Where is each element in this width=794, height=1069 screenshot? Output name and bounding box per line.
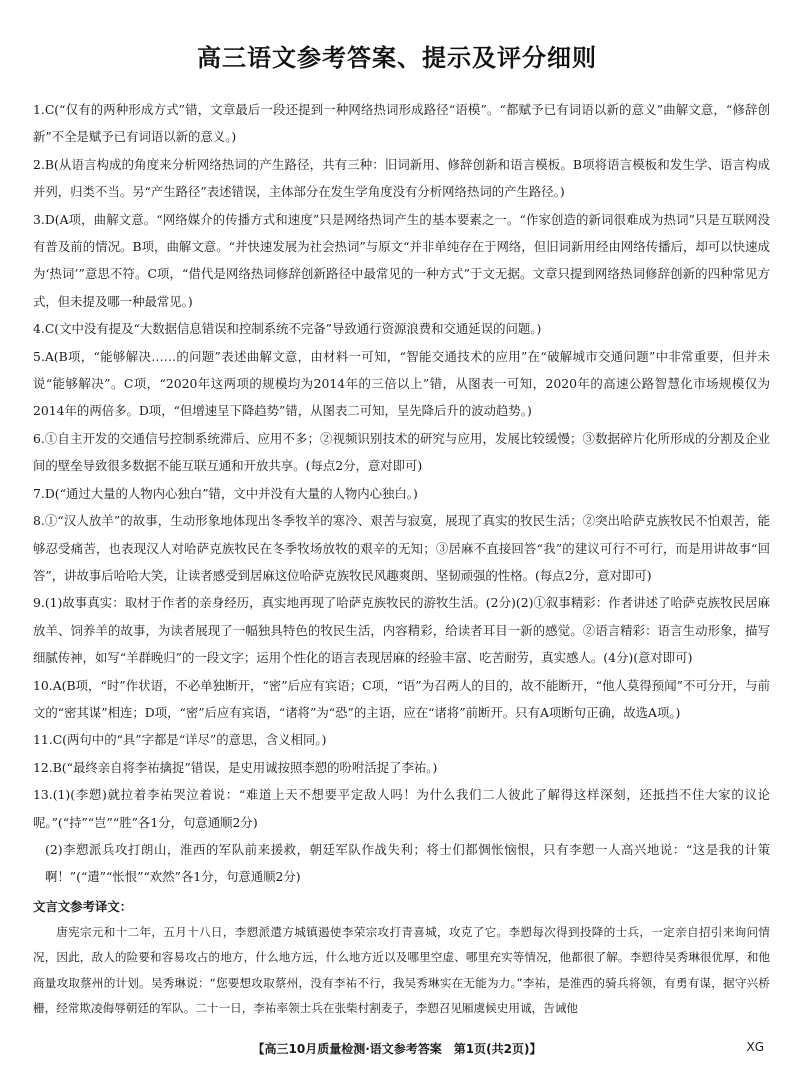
answer-item-2: 2.B(从语言构成的角度来分析网络热词的产生路径，共有三种：旧词新用、修辞创新和语言模板。B项将语言模板和发生学、语言构成并列，归类不当。另“产生路径”表述错误，主体部分在发生学角度没有分析网络热词的产生路径。)	[33, 156, 770, 200]
answer-item-7: 7.D(“通过大量的人物内心独白”错，文中并没有大量的人物内心独白。)	[33, 485, 418, 501]
answer-item-4: 4.C(文中没有提及“大数据信息错误和控制系统不完备”导致通行资源浪费和交通延误的问题。)	[33, 321, 542, 337]
answer-item-5: 5.A(B项，“能够解决……的问题”表述曲解文意，由材料一可知，“智能交通技术的应用”在“破解城市交通问题”中非常重要，但并未说“能够解决”。C项，“2020年这两项的规模均为2014年的三倍以上”错，从图表一可知，2020年的高速公路智慧化市场规模仅为2014年的两倍多。D项，“但增速呈下降趋势”错，从图表二可知，呈先降后升的波动趋势。)	[33, 348, 770, 419]
answer-item-10: 10.A(B项，“时”作状语，不必单独断开，“密”后应有宾语；C项，“语”为召两人的目的，故不能断开，“他人莫得预闻”不可分开，与前文的“密其谋”相连；D项，“密”后应有宾语，“诸将”为“恐”的主语，应在“诸将”前断开。只有A项断句正确，故选A项。)	[33, 677, 770, 720]
footer-page-info: 【高三10月质量检测·语文参考答案 第1页(共2页)】	[252, 1042, 542, 1056]
answer-item-3: 3.D(A项，曲解文意。“网络媒介的传播方式和速度”只是网络热词产生的基本要素之一。“作家创造的新词很难成为热词”只是互联网没有普及前的情况。B项，曲解文意。“并快速发展为社会热词”与原文“并非单纯存在于网络，但旧词新用经由网络传播后，却可以快速成为‘热词’”意思不符。C项，“借代是网络热词修辞创新路径中最常见的一种方式”于文无据。文章只提到网络热词修辞创新的四种常见方式，但未提及哪一种最常见。)	[33, 211, 770, 309]
translation-heading: 文言文参考译文：	[33, 898, 133, 914]
answer-item-1: 1.C(“仅有的两种形成方式”错，文章最后一段还提到一种网络热词形成路径“语模”。“都赋予已有词语以新的意义”曲解文意，“修辞创新”不全是赋予已有词语以新的意义。)	[33, 102, 770, 145]
answer-item-8: 8.①“汉人放羊”的故事，生动形象地体现出冬季牧羊的寒冷、艰苦与寂寞，展现了真实的牧民生活；②突出哈萨克族牧民不怕艰苦，能够忍受痛苦，也表现汉人对哈萨克族牧民在冬季牧场放牧的艰辛的无知；③居麻不直接回答“我”的建议可行不可行，而是用讲故事“回答”，讲故事后哈哈大笑，让读者感受到居麻这位哈萨克族牧民风趣爽朗、坚韧顽强的性格。(每点2分，意对即可)	[33, 513, 770, 583]
answer-item-13-part2: (2)李愬派兵攻打朗山，淮西的军队前来援救，朝廷军队作战失利；将士们都惆怅恼恨，只有李愬一人高兴地说：“这是我的计策啊！”(“遣”“怅恨”“欢然”各1分，句意通顺2分)	[45, 841, 770, 885]
answer-item-6: 6.①自主开发的交通信号控制系统滞后、应用不多；②视频识别技术的研究与应用，发展比较缓慢；③数据碎片化所形成的分割及企业间的壁垒导致很多数据不能互联互通和开放共享。(每点2分，意对即可)	[33, 430, 770, 474]
footer-code: XG	[746, 1040, 764, 1054]
answer-item-13-part1: 13.(1)(李愬)就拉着李祐哭泣着说：“难道上天不想要平定敌人吗！为什么我们二人彼此了解得这样深刻，还抵挡不住大家的议论呢。”(“持”“岂”“胜”各1分，句意通顺2分)	[33, 787, 770, 830]
translation-text: 唐宪宗元和十二年，五月十八日，李愬派遣方城镇遏使李荣宗攻打青喜城，攻克了它。李愬每次得到投降的士兵，一定亲自招引来询问情况，因此，敌人的险要和容易攻占的地方，什么地方远，什么地方近以及哪里空虚、哪里充实等情况，他都很了解。李愬待吴秀琳很优厚，和他商量攻取蔡州的计划。吴秀琳说：“您要想攻取蔡州，没有李祐不行，我吴秀琳实在无能为力。”李祐，是淮西的骑兵将领，有勇有谋，据守兴桥栅，经常欺凌侮辱朝廷的军队。二十一日，李祐率领士兵在张柴村割麦子，李愬召见厢虞候史用诚，告诫他	[33, 924, 770, 1016]
answer-item-9: 9.(1)故事真实：取材于作者的亲身经历，真实地再现了哈萨克族牧民的游牧生活。(2分)(2)①叙事精彩：作者讲述了哈萨克族牧民居麻放羊、饲养羊的故事，为读者展现了一幅独具特色的牧民生活，内容精彩，给读者耳目一新的感觉。②语言精彩：语言生动形象，描写细腻传神，如写“羊群晚归”的一段文字；运用个性化的语言表现居麻的经验丰富、吃苦耐劳，真实感人。(4分)(意对即可)	[33, 595, 770, 666]
answer-item-12: 12.B(“最终亲自将李祐擒捉”错误，是史用诚按照李愬的吩咐活捉了李祐。)	[33, 759, 438, 775]
page-title: 高三语文参考答案、提示及评分细则	[197, 44, 597, 72]
answer-item-11: 11.C(两句中的“具”字都是“详尽”的意思，含义相同。)	[33, 732, 327, 748]
answer-list	[33, 96, 770, 1022]
